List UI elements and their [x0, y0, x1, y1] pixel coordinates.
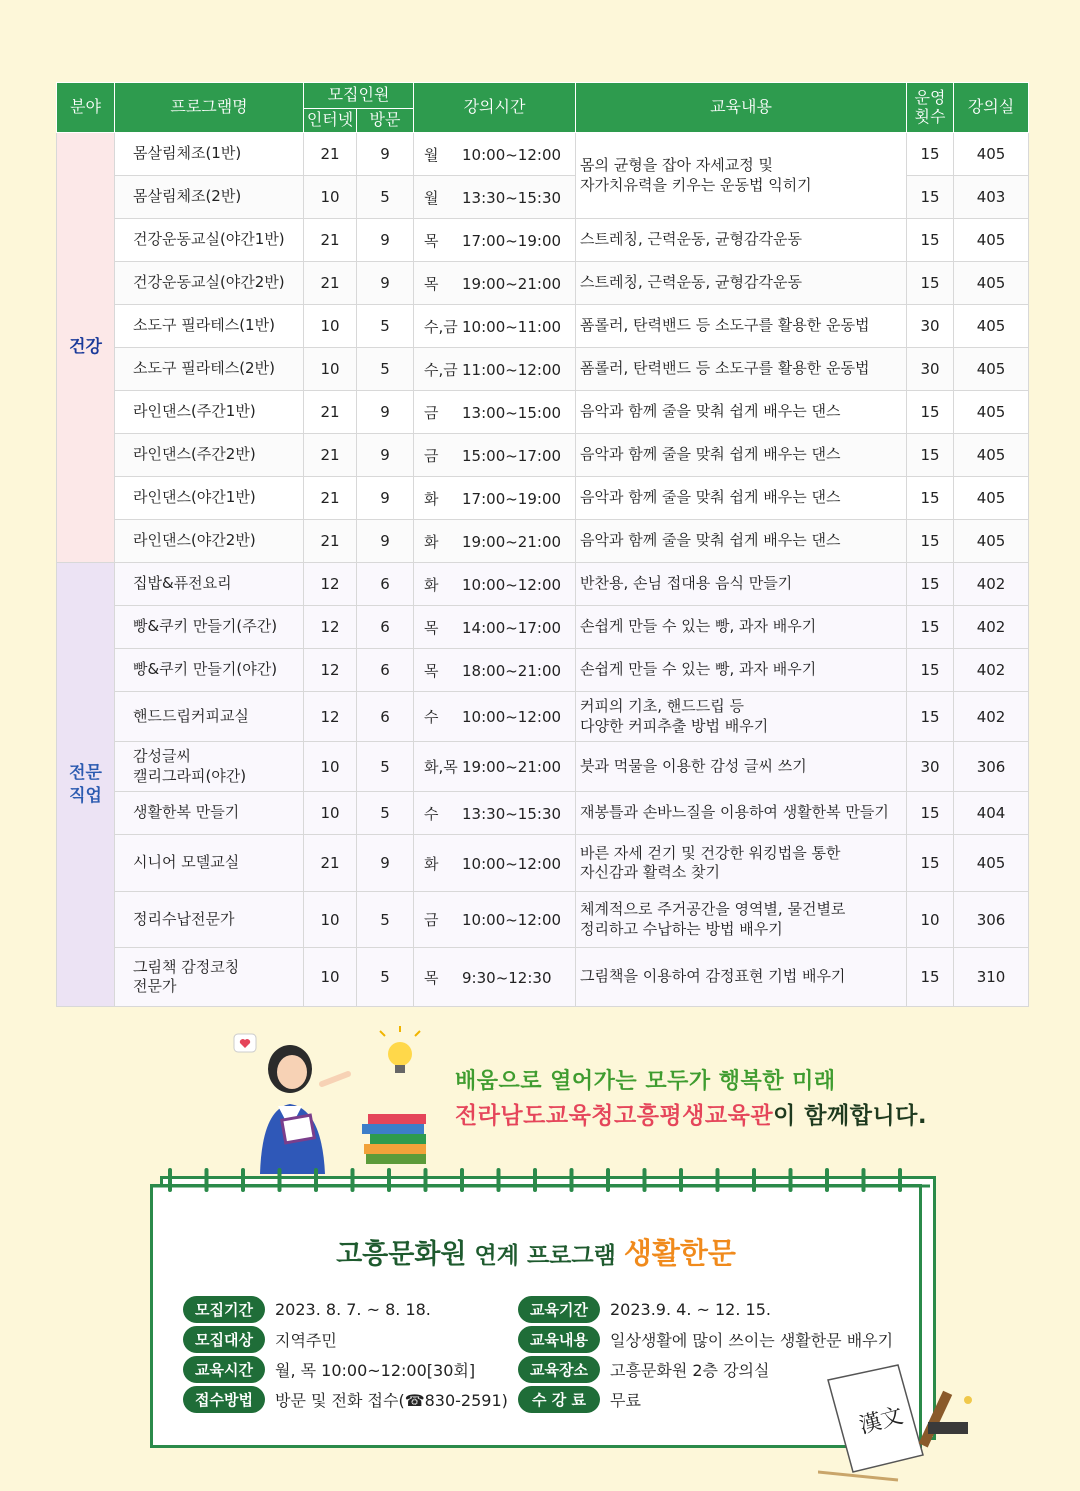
classroom: 405 [954, 262, 1029, 305]
notebook-ring [825, 1168, 829, 1192]
lecture-hours: 10:00~12:00 [462, 854, 562, 873]
classroom: 405 [954, 348, 1029, 391]
visit-count: 5 [357, 305, 414, 348]
visit-count: 6 [357, 649, 414, 692]
session-count: 15 [907, 948, 954, 1007]
notebook-ring [606, 1168, 610, 1192]
program-name: 건강운동교실(야간2반) [115, 262, 304, 305]
lecture-day: 금 [424, 911, 439, 929]
program-name: 소도구 필라테스(1반) [115, 305, 304, 348]
program-name: 그림책 감정코칭 전문가 [115, 948, 304, 1007]
table-row [57, 892, 1029, 948]
program-name: 생활한복 만들기 [115, 792, 304, 835]
lecture-day: 수,금 [424, 317, 458, 336]
course-content: 그림책을 이용하여 감정표현 기법 배우기 [576, 948, 907, 1007]
info-label-badge: 교육내용 [518, 1326, 600, 1353]
info-label-badge: 교육시간 [183, 1356, 265, 1383]
session-count: 30 [907, 742, 954, 792]
notebook-ring [241, 1168, 245, 1192]
lecture-day: 화 [424, 489, 439, 508]
info-value: 2023. 8. 7. ~ 8. 18. [275, 1300, 431, 1319]
lecture-day: 금 [424, 403, 439, 422]
program-name: 라인댄스(야간2반) [115, 520, 304, 563]
notebook-ring [278, 1168, 282, 1192]
lecture-time [414, 606, 576, 649]
notebook-ring [168, 1168, 172, 1192]
classroom: 405 [954, 391, 1029, 434]
lecture-hours: 17:00~19:00 [462, 231, 562, 250]
course-content: 스트레칭, 근력운동, 균형감각운동 [576, 262, 907, 305]
lecture-time [414, 692, 576, 742]
box-title-org: 고흥문화원 [336, 1239, 467, 1270]
course-content: 음악과 함께 줄을 맞춰 쉽게 배우는 댄스 [576, 477, 907, 520]
table-row [57, 434, 1029, 477]
info-label-badge: 모집기간 [183, 1296, 265, 1323]
visit-count: 6 [357, 692, 414, 742]
visit-count: 5 [357, 742, 414, 792]
lecture-time [414, 948, 576, 1007]
notebook-ring [752, 1168, 756, 1192]
lecture-day: 화 [424, 532, 439, 551]
session-count: 15 [907, 219, 954, 262]
notebook-ring [643, 1168, 647, 1192]
session-count: 15 [907, 692, 954, 742]
lecture-time [414, 742, 576, 792]
classroom: 306 [954, 742, 1029, 792]
header-content: 교육내용 [576, 83, 907, 133]
session-count: 10 [907, 892, 954, 948]
internet-count: 10 [304, 742, 357, 792]
course-content: 폼롤러, 탄력밴드 등 소도구를 활용한 운동법 [576, 305, 907, 348]
program-name: 빵&쿠키 만들기(주간) [115, 606, 304, 649]
internet-count: 12 [304, 692, 357, 742]
internet-count: 21 [304, 477, 357, 520]
program-name: 라인댄스(주간2반) [115, 434, 304, 477]
lecture-hours: 11:00~12:00 [462, 360, 562, 379]
course-content: 커피의 기초, 핸드드립 등 다양한 커피추출 방법 배우기 [576, 692, 907, 742]
session-count: 15 [907, 835, 954, 892]
table-row [57, 262, 1029, 305]
visit-count: 9 [357, 133, 414, 176]
classroom: 402 [954, 563, 1029, 606]
table-row [57, 606, 1029, 649]
lecture-hours: 18:00~21:00 [462, 661, 562, 680]
table-row [57, 348, 1029, 391]
lecture-time [414, 649, 576, 692]
visit-count: 6 [357, 606, 414, 649]
classroom: 404 [954, 792, 1029, 835]
lecture-time [414, 391, 576, 434]
lecture-time [414, 892, 576, 948]
info-value: 월, 목 10:00~12:00[30회] [275, 1361, 476, 1380]
session-count: 30 [907, 348, 954, 391]
table-row [57, 649, 1029, 692]
internet-count: 10 [304, 305, 357, 348]
lecture-hours: 9:30~12:30 [462, 968, 552, 987]
program-name: 건강운동교실(야간1반) [115, 219, 304, 262]
header-time: 강의시간 [414, 83, 576, 133]
internet-count: 10 [304, 176, 357, 219]
lecture-time [414, 133, 576, 176]
course-content: 붓과 먹물을 이용한 감성 글씨 쓰기 [576, 742, 907, 792]
session-count: 15 [907, 176, 954, 219]
session-count: 15 [907, 262, 954, 305]
lecture-hours: 13:30~15:30 [462, 804, 562, 823]
lecture-day: 목 [424, 968, 439, 987]
info-label-badge: 접수방법 [183, 1386, 265, 1413]
info-value: 일상생활에 많이 쓰이는 생활한문 배우기 [610, 1331, 894, 1350]
internet-count: 21 [304, 835, 357, 892]
program-name: 핸드드립커피교실 [115, 692, 304, 742]
course-content: 바른 자세 걷기 및 건강한 워킹법을 통한 자신감과 활력소 찾기 [576, 835, 907, 892]
classroom: 403 [954, 176, 1029, 219]
lecture-hours: 17:00~19:00 [462, 489, 562, 508]
box-title-mid: 연계 프로그램 [466, 1243, 624, 1269]
program-name: 빵&쿠키 만들기(야간) [115, 649, 304, 692]
category-job: 전문 직업 [57, 563, 115, 1007]
session-count: 15 [907, 391, 954, 434]
notebook-ring [351, 1168, 355, 1192]
visit-count: 5 [357, 176, 414, 219]
notebook-ring [789, 1168, 793, 1192]
lecture-time [414, 262, 576, 305]
visit-count: 9 [357, 391, 414, 434]
visit-count: 6 [357, 563, 414, 606]
classroom: 405 [954, 305, 1029, 348]
classroom: 405 [954, 520, 1029, 563]
header-sessions: 운영 횟수 [907, 83, 954, 133]
course-content: 스트레칭, 근력운동, 균형감각운동 [576, 219, 907, 262]
lecture-time [414, 176, 576, 219]
internet-count: 10 [304, 792, 357, 835]
info-row [183, 1356, 475, 1383]
notebook-ring [716, 1168, 720, 1192]
slogan-line2 [455, 1097, 927, 1130]
table-row [57, 391, 1029, 434]
category-health: 건강 [57, 133, 115, 563]
internet-count: 10 [304, 892, 357, 948]
info-row [518, 1326, 893, 1353]
info-value: 무료 [610, 1391, 641, 1410]
info-value: 지역주민 [275, 1331, 337, 1350]
info-row [518, 1296, 771, 1323]
internet-count: 21 [304, 262, 357, 305]
program-name: 몸살림체조(1반) [115, 133, 304, 176]
internet-count: 21 [304, 391, 357, 434]
lecture-hours: 10:00~11:00 [462, 317, 562, 336]
lecture-day: 화,목 [424, 758, 458, 776]
lecture-hours: 15:00~17:00 [462, 446, 562, 465]
table-row [57, 305, 1029, 348]
lecture-day: 수 [424, 804, 439, 823]
program-name: 몸살림체조(2반) [115, 176, 304, 219]
notebook-ring [460, 1168, 464, 1192]
notebook-ring [533, 1168, 537, 1192]
info-value: 방문 및 전화 접수(☎830-2591) [275, 1391, 508, 1410]
session-count: 15 [907, 792, 954, 835]
classroom: 310 [954, 948, 1029, 1007]
course-content: 음악과 함께 줄을 맞춰 쉽게 배우는 댄스 [576, 434, 907, 477]
course-content: 폼롤러, 탄력밴드 등 소도구를 활용한 운동법 [576, 348, 907, 391]
session-count: 15 [907, 563, 954, 606]
internet-count: 12 [304, 606, 357, 649]
lecture-time [414, 520, 576, 563]
table-row [57, 948, 1029, 1007]
notebook-ring [387, 1168, 391, 1192]
info-label-badge: 수 강 료 [518, 1386, 600, 1413]
visit-count: 9 [357, 262, 414, 305]
classroom: 405 [954, 219, 1029, 262]
lecture-day: 목 [424, 274, 439, 293]
internet-count: 21 [304, 133, 357, 176]
program-name: 시니어 모델교실 [115, 835, 304, 892]
course-content: 재봉틀과 손바느질을 이용하여 생활한복 만들기 [576, 792, 907, 835]
lecture-time [414, 835, 576, 892]
internet-count: 21 [304, 520, 357, 563]
table-row [57, 520, 1029, 563]
lecture-hours: 10:00~12:00 [462, 708, 562, 726]
lecture-hours: 14:00~17:00 [462, 618, 562, 637]
lecture-day: 화 [424, 854, 439, 873]
visit-count: 9 [357, 520, 414, 563]
session-count: 15 [907, 520, 954, 563]
lecture-hours: 13:30~15:30 [462, 188, 562, 207]
notebook-ring [862, 1168, 866, 1192]
table-row [57, 742, 1029, 792]
info-value: 2023.9. 4. ~ 12. 15. [610, 1300, 771, 1319]
program-name: 감성글씨 캘리그라피(야간) [115, 742, 304, 792]
info-label-badge: 교육기간 [518, 1296, 600, 1323]
heart-icon [234, 1034, 256, 1052]
info-row [183, 1386, 508, 1413]
box-title [153, 1231, 919, 1272]
lecture-day: 월 [424, 188, 439, 207]
lecture-time [414, 434, 576, 477]
course-content: 몸의 균형을 잡아 자세교정 및 자가치유력을 키우는 운동법 익히기 [576, 133, 907, 219]
notebook-ring [314, 1168, 318, 1192]
table-row [57, 792, 1029, 835]
slogan-line1: 배움으로 열어가는 모두가 행복한 미래 [455, 1069, 836, 1094]
header-visit: 방문 [357, 109, 414, 133]
internet-count: 12 [304, 649, 357, 692]
hanja-calligraphy-illustration [818, 1360, 988, 1485]
notebook-ring [424, 1168, 428, 1192]
program-name: 집밥&퓨전요리 [115, 563, 304, 606]
notebook-rings [150, 1166, 930, 1196]
lecture-day: 수,금 [424, 360, 458, 379]
program-name: 라인댄스(주간1반) [115, 391, 304, 434]
header-room: 강의실 [954, 83, 1029, 133]
internet-count: 12 [304, 563, 357, 606]
info-label-badge: 모집대상 [183, 1326, 265, 1353]
lecture-time [414, 219, 576, 262]
visit-count: 9 [357, 835, 414, 892]
lecture-time [414, 348, 576, 391]
session-count: 15 [907, 477, 954, 520]
table-row [57, 477, 1029, 520]
course-content: 음악과 함께 줄을 맞춰 쉽게 배우는 댄스 [576, 391, 907, 434]
header-recruit: 모집인원 [304, 83, 414, 109]
notebook-ring [570, 1168, 574, 1192]
lecture-time [414, 792, 576, 835]
lecture-day: 목 [424, 661, 439, 680]
visit-count: 5 [357, 792, 414, 835]
session-count: 15 [907, 606, 954, 649]
book-stack-icon [362, 1114, 426, 1164]
course-content: 손쉽게 만들 수 있는 빵, 과자 배우기 [576, 649, 907, 692]
lecture-time [414, 305, 576, 348]
session-count: 15 [907, 649, 954, 692]
classroom: 405 [954, 477, 1029, 520]
hanja-text: 漢文 [856, 1403, 906, 1439]
course-content: 손쉽게 만들 수 있는 빵, 과자 배우기 [576, 606, 907, 649]
header-internet: 인터넷 [304, 109, 357, 133]
lightbulb-icon [380, 1026, 420, 1073]
internet-count: 10 [304, 948, 357, 1007]
notebook-ring [898, 1168, 902, 1192]
lecture-day: 목 [424, 618, 439, 637]
program-name: 정리수납전문가 [115, 892, 304, 948]
box-title-program: 생활한문 [623, 1236, 736, 1270]
table-row [57, 133, 1029, 176]
info-row [518, 1386, 641, 1413]
session-count: 15 [907, 133, 954, 176]
table-row [57, 563, 1029, 606]
visit-count: 9 [357, 477, 414, 520]
course-content: 음악과 함께 줄을 맞춰 쉽게 배우는 댄스 [576, 520, 907, 563]
visit-count: 5 [357, 948, 414, 1007]
classroom: 306 [954, 892, 1029, 948]
session-count: 30 [907, 305, 954, 348]
classroom: 402 [954, 692, 1029, 742]
lecture-hours: 10:00~12:00 [462, 145, 562, 164]
lecture-day: 화 [424, 575, 439, 594]
classroom: 405 [954, 835, 1029, 892]
table-row [57, 219, 1029, 262]
lecture-day: 수 [424, 708, 439, 726]
classroom: 405 [954, 434, 1029, 477]
program-name: 라인댄스(야간1반) [115, 477, 304, 520]
info-row [183, 1326, 337, 1353]
notebook-ring [679, 1168, 683, 1192]
classroom: 405 [954, 133, 1029, 176]
session-count: 15 [907, 434, 954, 477]
lecture-hours: 19:00~21:00 [462, 758, 562, 776]
visit-count: 5 [357, 348, 414, 391]
info-label-badge: 교육장소 [518, 1356, 600, 1383]
header-category: 분야 [57, 83, 115, 133]
lecture-hours: 13:00~15:00 [462, 403, 562, 422]
classroom: 402 [954, 649, 1029, 692]
internet-count: 10 [304, 348, 357, 391]
visit-count: 9 [357, 219, 414, 262]
course-content: 반찬용, 손님 접대용 음식 만들기 [576, 563, 907, 606]
lecture-day: 월 [424, 145, 439, 164]
info-row [183, 1296, 431, 1323]
course-content: 체계적으로 주거공간을 영역별, 물건별로 정리하고 수납하는 방법 배우기 [576, 892, 907, 948]
slogan-rest: 이 함께합니다. [773, 1103, 928, 1129]
program-schedule-table [56, 82, 1029, 1007]
header-program: 프로그램명 [115, 83, 304, 133]
lecture-time [414, 563, 576, 606]
notebook-ring [205, 1168, 209, 1192]
info-value: 고흥문화원 2층 강의실 [610, 1361, 770, 1380]
lecture-day: 목 [424, 231, 439, 250]
classroom: 402 [954, 606, 1029, 649]
internet-count: 21 [304, 219, 357, 262]
lecture-hours: 19:00~21:00 [462, 274, 562, 293]
lecture-day: 금 [424, 446, 439, 465]
program-name: 소도구 필라테스(2반) [115, 348, 304, 391]
info-row [518, 1356, 769, 1383]
slogan-org: 전라남도교육청고흥평생교육관 [455, 1103, 774, 1129]
visit-count: 9 [357, 434, 414, 477]
visit-count: 5 [357, 892, 414, 948]
notebook-ring [497, 1168, 501, 1192]
lecture-hours: 19:00~21:00 [462, 532, 562, 551]
lecture-hours: 10:00~12:00 [462, 575, 562, 594]
lecture-hours: 10:00~12:00 [462, 911, 562, 929]
table-row [57, 692, 1029, 742]
reading-woman-illustration [230, 1024, 440, 1174]
table-row [57, 835, 1029, 892]
lecture-time [414, 477, 576, 520]
internet-count: 21 [304, 434, 357, 477]
